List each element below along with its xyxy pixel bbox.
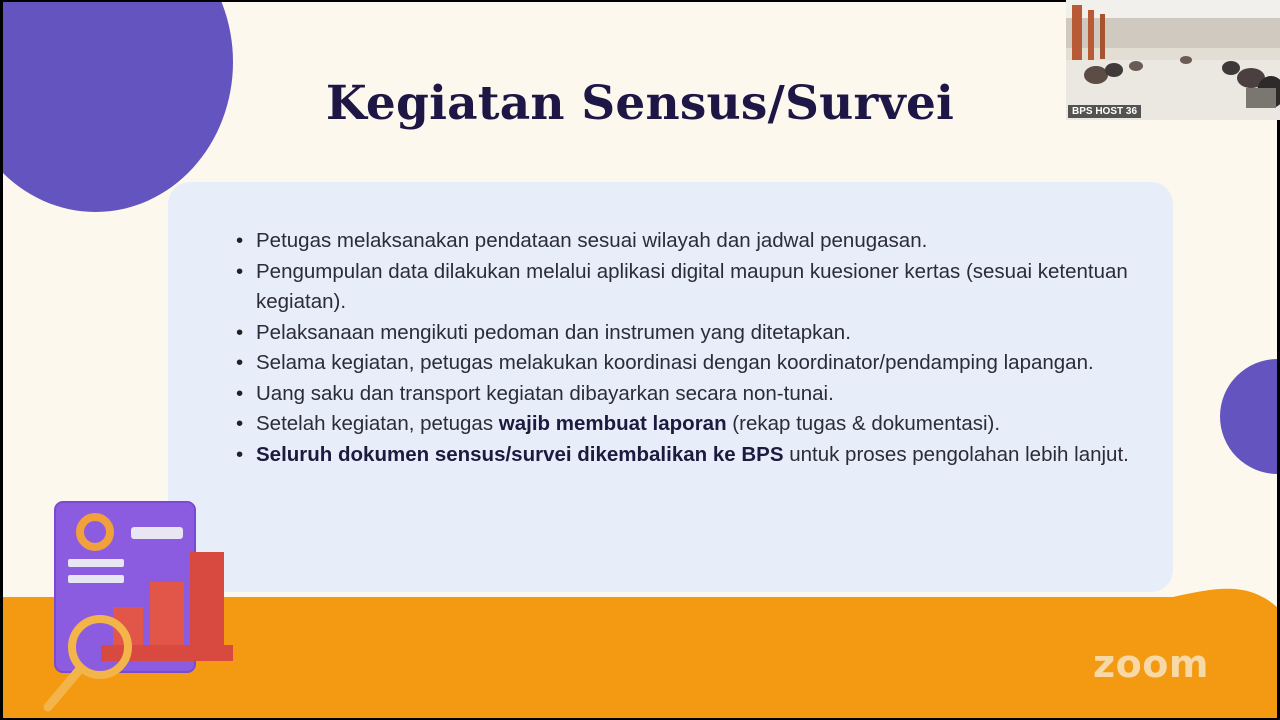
bullet-text: Selama kegiatan, petugas melakukan koordinasi dengan koordinator/pendamping lapangan. [256,351,1094,374]
list-item [256,440,1136,471]
participant-video-tile[interactable] [1066,0,1280,120]
content-card [168,182,1173,592]
zoom-watermark-logo: zoom [1093,642,1209,686]
slide-title: Kegiatan Sensus/Survei [325,76,955,131]
bullet-text-bold: Seluruh dokumen sensus/survei dikembalikan ke BPS [256,442,784,466]
bullet-text: Uang saku dan transport kegiatan dibayarkan secara non-tunai. [256,381,834,405]
list-item [256,318,1136,349]
bullet-text-post: (rekap tugas & dokumentasi). [726,412,1001,435]
list-item [256,348,1136,379]
list-item [256,226,1136,257]
participant-name-label: BPS HOST 36 [1068,105,1141,118]
bullet-text: Petugas melaksanakan pendataan sesuai wilayah dan jadwal penugasan. [256,229,928,252]
list-item [256,409,1136,440]
bullet-text-post: untuk proses pengolahan lebih lanjut. [783,442,1129,466]
bullet-text-pre: Setelah kegiatan, petugas [256,412,499,435]
bullet-list [256,226,1136,470]
list-item [256,379,1136,410]
video-feed-image [1066,0,1280,120]
bullet-text: Pelaksanaan mengikuti pedoman dan instrumen yang ditetapkan. [256,320,851,344]
bullet-text-bold: wajib membuat laporan [498,412,727,435]
bullet-text: Pengumpulan data dilakukan melalui aplikasi digital maupun kuesioner kertas (sesuai ketentuan kegiatan). [256,259,1128,313]
report-chart-magnifier-icon [33,497,243,717]
decorative-purple-circle-right [1220,359,1277,474]
list-item [256,257,1136,318]
